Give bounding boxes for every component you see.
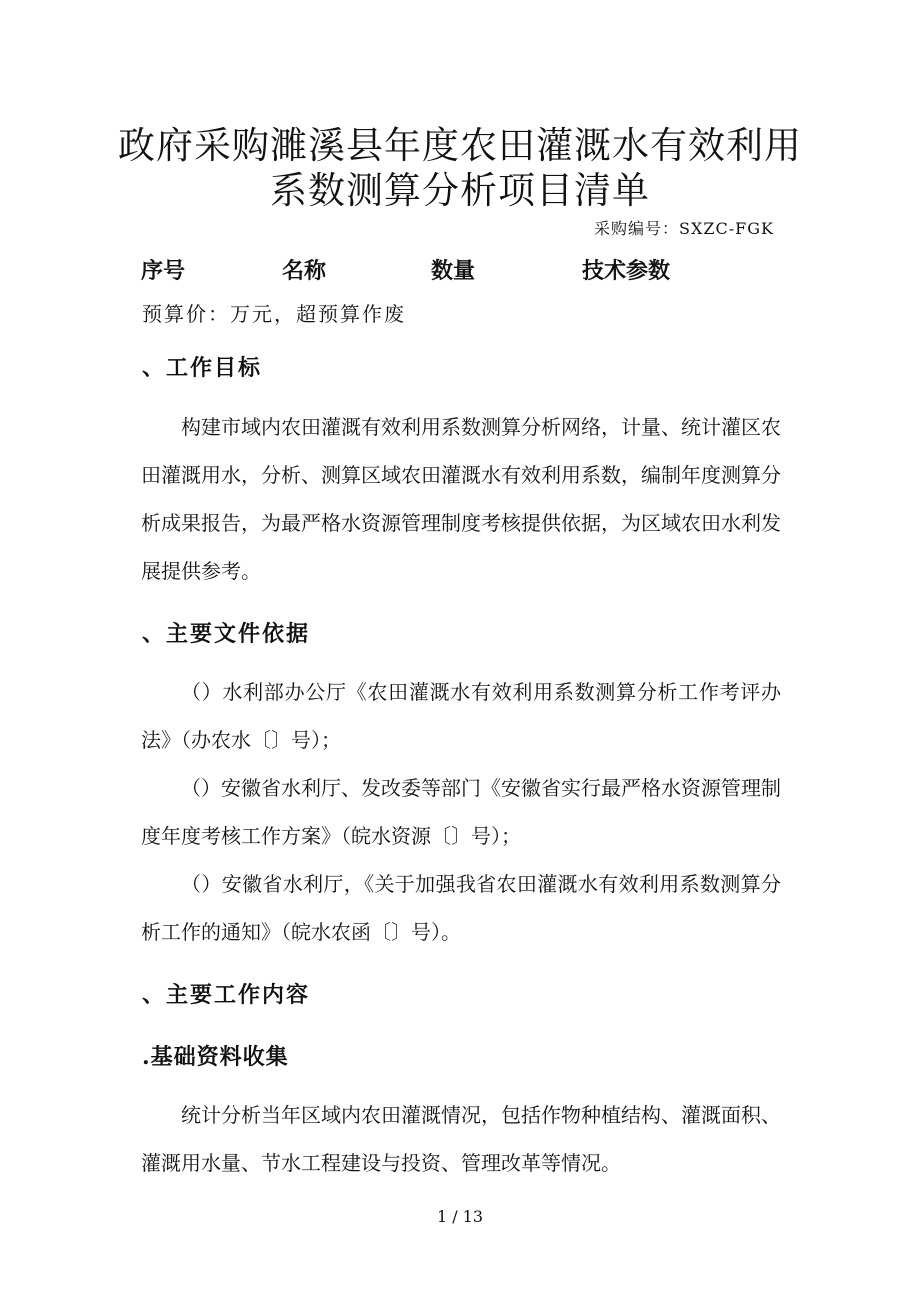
budget-note: 预算价：万元，超预算作废 [142, 302, 406, 326]
basis-item-1: （）水利部办公厅《农田灌溉水有效利用系数测算分析工作考评办法》（办农水〔〕号）； [141, 680, 781, 752]
table-header-tech-params: 技术参数 [582, 258, 671, 284]
page-number: 1 / 13 [436, 1207, 484, 1226]
section-goals-paragraph: 构建市域内农田灌溉有效利用系数测算分析网络，计量、统计灌区农田灌溉用水，分析、测算区域农田灌溉水有效利用系数，编制年度测算分析成果报告，为最严格水资源管理制度考核提供依据，为区域农田水利发展提供参考。 [141, 415, 781, 583]
data-collection-paragraph: 统计分析当年区域内农田灌溉情况，包括作物种植结构、灌溉面积、灌溉用水量、节水工程建设与投资、管理改革等情况。 [141, 1103, 781, 1175]
subsection-heading-data-collection: .基础资料收集 [142, 1044, 289, 1070]
section-heading-basis: 、主要文件依据 [142, 621, 311, 647]
basis-item-3: （）安徽省水利厅，《关于加强我省农田灌溉水有效利用系数测算分析工作的通知》（皖水农函〔〕号）。 [141, 872, 781, 944]
document-title-line2: 系数测算分析项目清单 [270, 169, 650, 212]
table-header-quantity: 数量 [431, 258, 476, 284]
basis-item-2: （）安徽省水利厅、发改委等部门《安徽省实行最严格水资源管理制度年度考核工作方案》（皖水资源〔〕号）； [141, 776, 781, 848]
table-header-name: 名称 [282, 258, 327, 284]
table-header-index: 序号 [141, 258, 186, 284]
section-heading-goals: 、工作目标 [142, 355, 263, 381]
section-heading-content: 、主要工作内容 [142, 982, 311, 1008]
procurement-code: 采购编号：SXZC-FGK [594, 219, 774, 238]
document-title-line1: 政府采购濉溪县年度农田灌溉水有效利用 [118, 124, 802, 167]
